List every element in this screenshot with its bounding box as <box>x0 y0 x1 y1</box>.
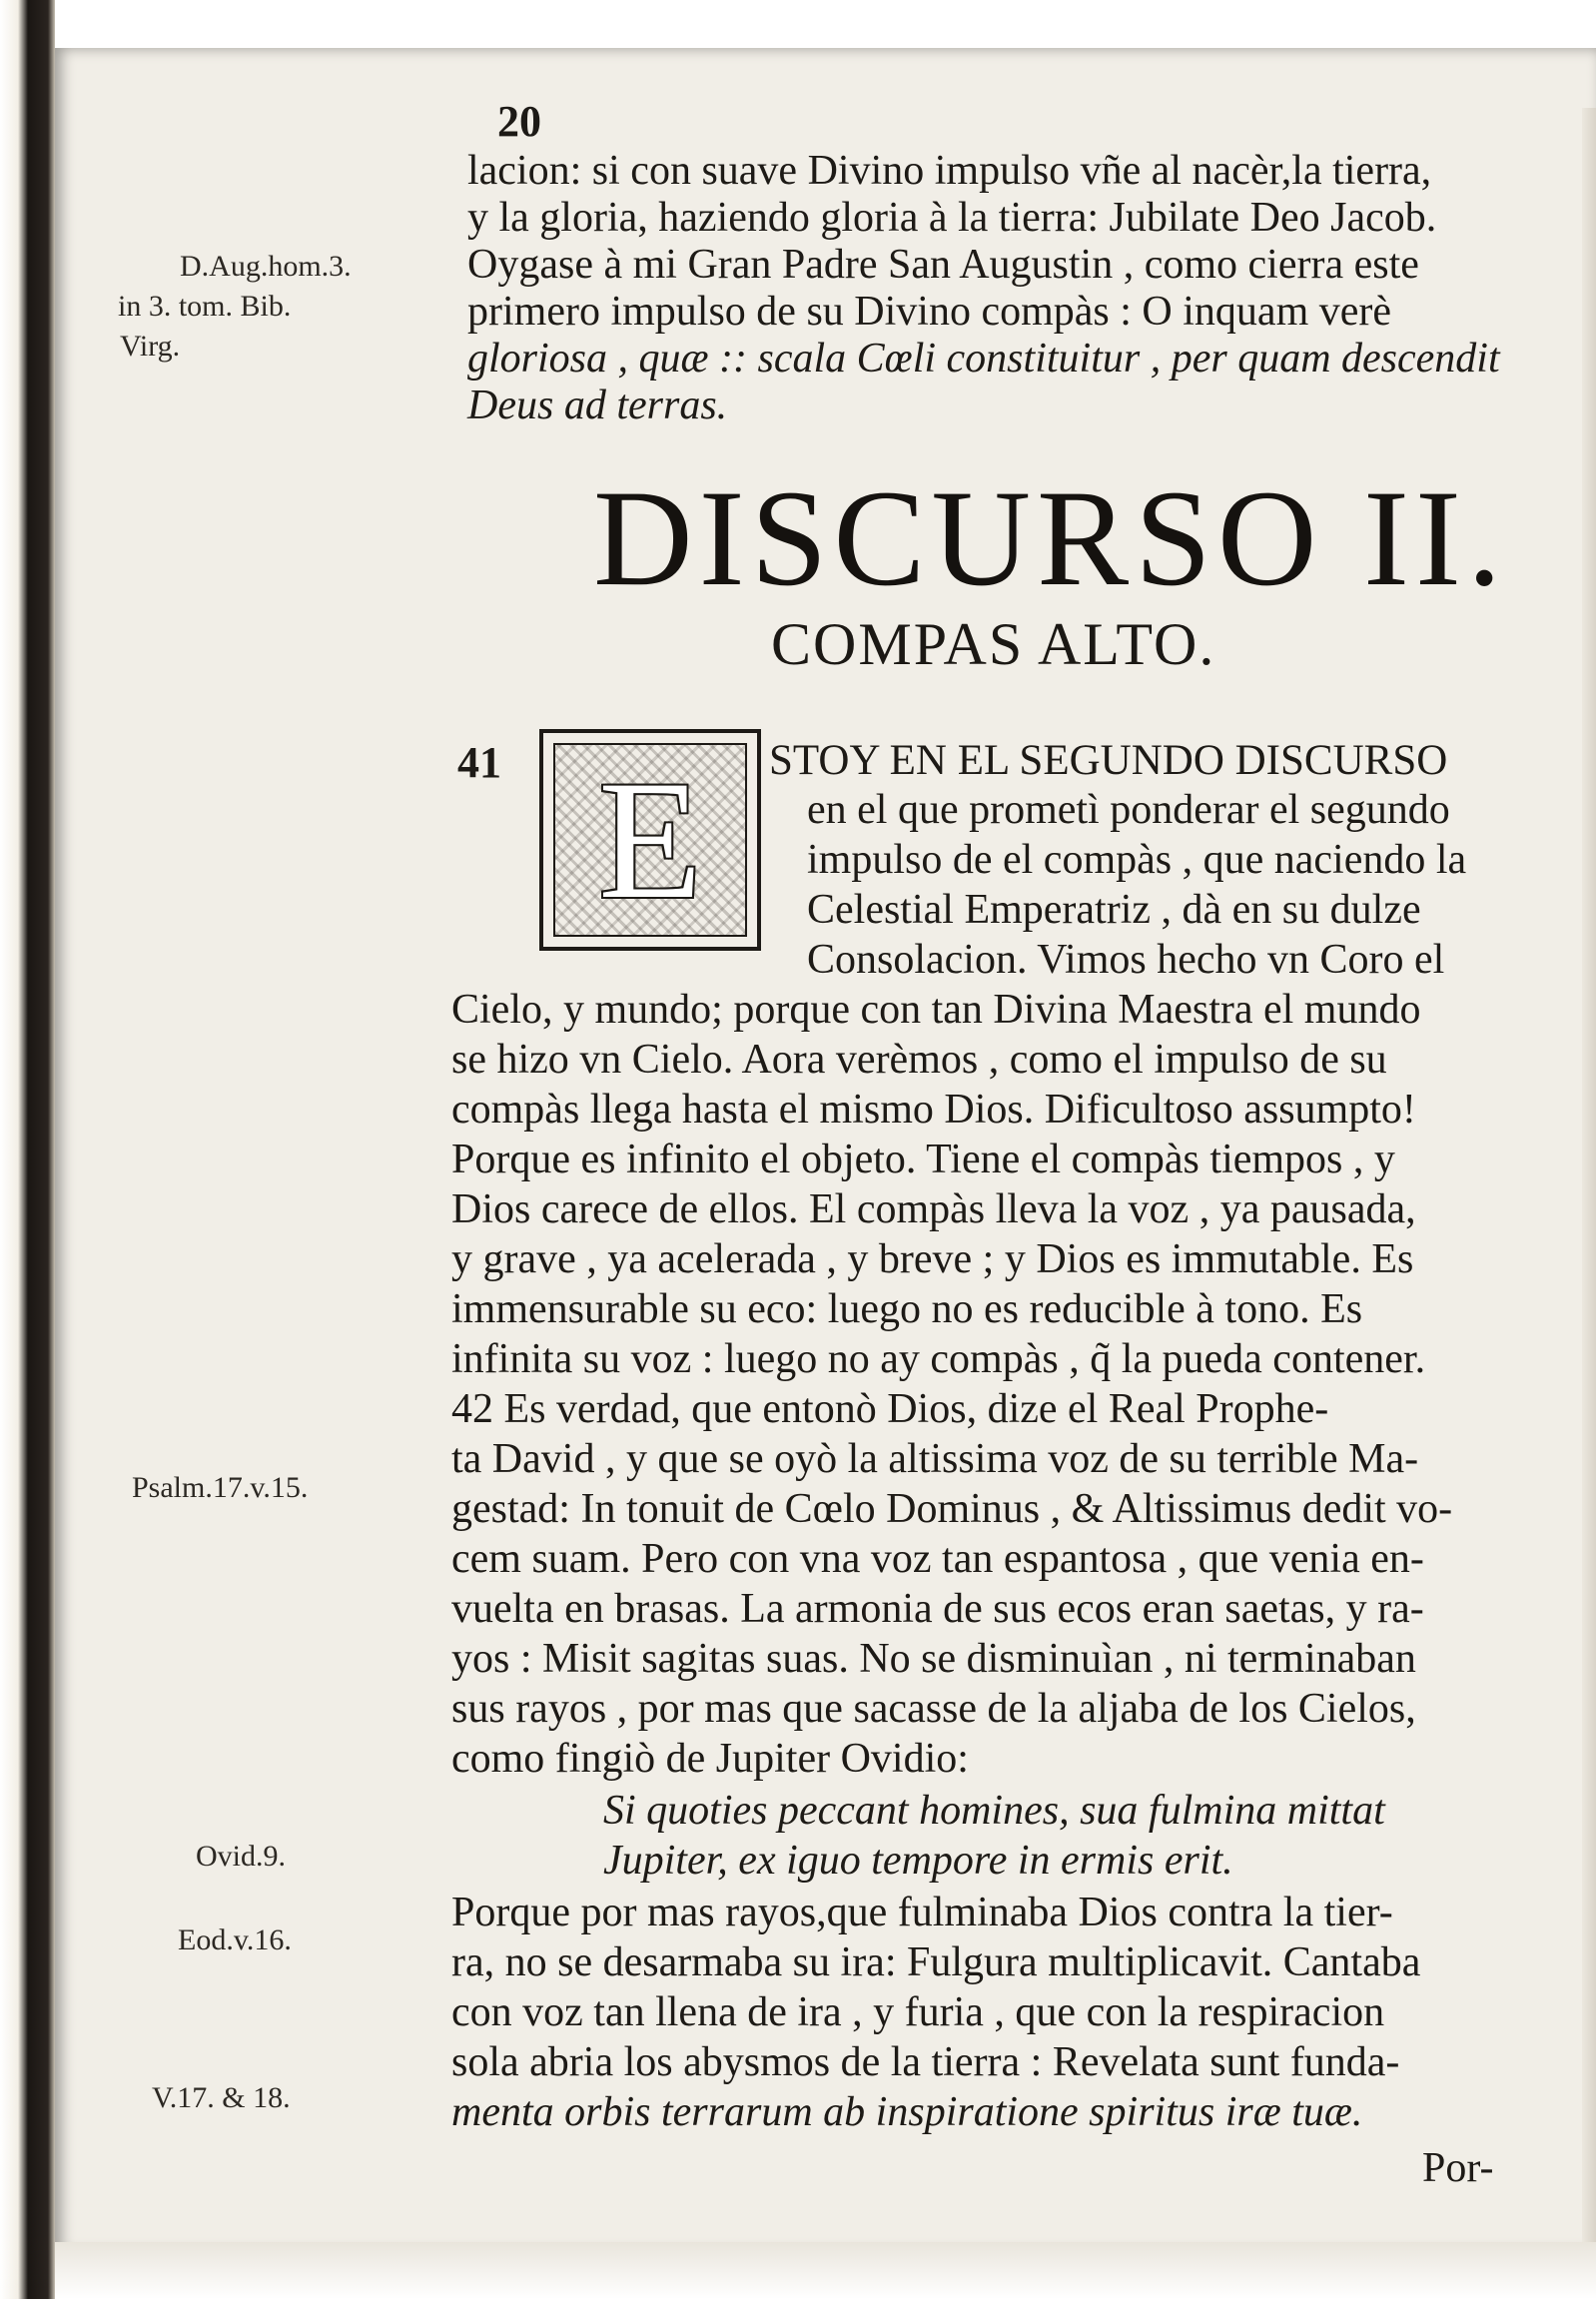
text-line: como fingiò de Jupiter Ovidio: <box>451 1736 969 1782</box>
text-line: gestad: In tonuit de Cœlo Dominus , & Altissimus dedit vo- <box>451 1486 1453 1532</box>
text-line: Porque es infinito el objeto. Tiene el compàs tiempos , y <box>451 1137 1395 1182</box>
paragraph-number: 41 <box>457 738 501 787</box>
verse-line: Jupiter, ex iguo tempore in ermis erit. <box>603 1838 1233 1884</box>
text-line: ra, no se desarmaba su ira: Fulgura multiplicavit. Cantaba <box>451 1939 1421 1985</box>
margin-note: Psalm.17.v.15. <box>132 1471 309 1504</box>
margin-note: V.17. & 18. <box>152 2081 291 2114</box>
text-line: gloriosa , quæ :: scala Cœli constituitur , per quam descendit <box>467 336 1500 382</box>
decorated-initial <box>539 729 761 951</box>
text-line: Oygase à mi Gran Padre San Augustin , como cierra este <box>467 242 1419 288</box>
text-line: sus rayos , por mas que sacasse de la aljaba de los Cielos, <box>451 1686 1416 1732</box>
verse-line: Si quoties peccant homines, sua fulmina mittat <box>603 1788 1385 1834</box>
text-line: primero impulso de su Divino compàs : O inquam verè <box>467 289 1392 335</box>
text-line: compàs llega hasta el mismo Dios. Dificultoso assumpto! <box>451 1087 1416 1133</box>
text-line: 42 Es verdad, que entonò Dios, dize el Real Prophe- <box>451 1386 1329 1432</box>
page-edge <box>1582 108 1596 2295</box>
book-binding-shadow <box>0 0 55 2299</box>
catchword: Por- <box>1422 2145 1494 2191</box>
text-line: vuelta en brasas. La armonia de sus ecos eran saetas, y ra- <box>451 1586 1424 1632</box>
text-line: se hizo vn Cielo. Aora verèmos , como el impulso de su <box>451 1037 1387 1083</box>
margin-note: Virg. <box>120 330 181 363</box>
text-line: en el que prometì ponderar el segundo <box>807 787 1450 833</box>
margin-note: in 3. tom. Bib. <box>118 290 292 323</box>
discourse-title: DISCURSO II. <box>593 461 1508 614</box>
text-line: Consolacion. Vimos hecho vn Coro el <box>807 937 1445 983</box>
text-line: Celestial Emperatriz , dà en su dulze <box>807 887 1421 933</box>
text-line: menta orbis terrarum ab inspiratione spiritus iræ tuæ. <box>451 2089 1363 2135</box>
discourse-subtitle: COMPAS ALTO. <box>771 611 1216 677</box>
text-line: immensurable su eco: luego no es reducible à tono. Es <box>451 1286 1363 1332</box>
text-line: Porque por mas rayos,que fulminaba Dios contra la tier- <box>451 1890 1393 1935</box>
margin-note: Eod.v.16. <box>178 1923 292 1956</box>
text-line: Cielo, y mundo; porque con tan Divina Maestra el mundo <box>451 987 1421 1033</box>
text-line: lacion: si con suave Divino impulso vñe al nacèr,la tierra, <box>467 148 1432 194</box>
text-line: y la gloria, haziendo gloria à la tierra: Jubilate Deo Jacob. <box>467 195 1437 241</box>
initial-ornament <box>553 743 747 937</box>
text-line: infinita su voz : luego no ay compàs , q̃ la pueda contener. <box>451 1336 1426 1382</box>
text-line: con voz tan llena de ira , y furia , que con la respiracion <box>451 1989 1385 2035</box>
text-line: sola abria los abysmos de la tierra : Revelata sunt funda- <box>451 2039 1400 2085</box>
text-line: STOY EN EL SEGUNDO DISCURSO <box>769 737 1448 784</box>
margin-note: D.Aug.hom.3. <box>180 250 352 283</box>
page-number: 20 <box>497 97 541 146</box>
initial-letter: E <box>598 746 702 934</box>
margin-note: Ovid.9. <box>196 1840 286 1873</box>
text-line: y grave , ya acelerada , y breve ; y Dios es immutable. Es <box>451 1236 1414 1282</box>
text-line: yos : Misit sagitas suas. No se disminuìan , ni terminaban <box>451 1636 1416 1682</box>
text-line: cem suam. Pero con vna voz tan espantosa , que venia en- <box>451 1536 1424 1582</box>
text-line: impulso de el compàs , que naciendo la <box>807 837 1467 883</box>
text-line: Dios carece de ellos. El compàs lleva la voz , ya pausada, <box>451 1186 1416 1232</box>
bottom-shadow <box>55 2242 1596 2299</box>
text-line: ta David , y que se oyò la altissima voz de su terrible Ma- <box>451 1436 1419 1482</box>
text-line: Deus ad terras. <box>467 383 728 428</box>
